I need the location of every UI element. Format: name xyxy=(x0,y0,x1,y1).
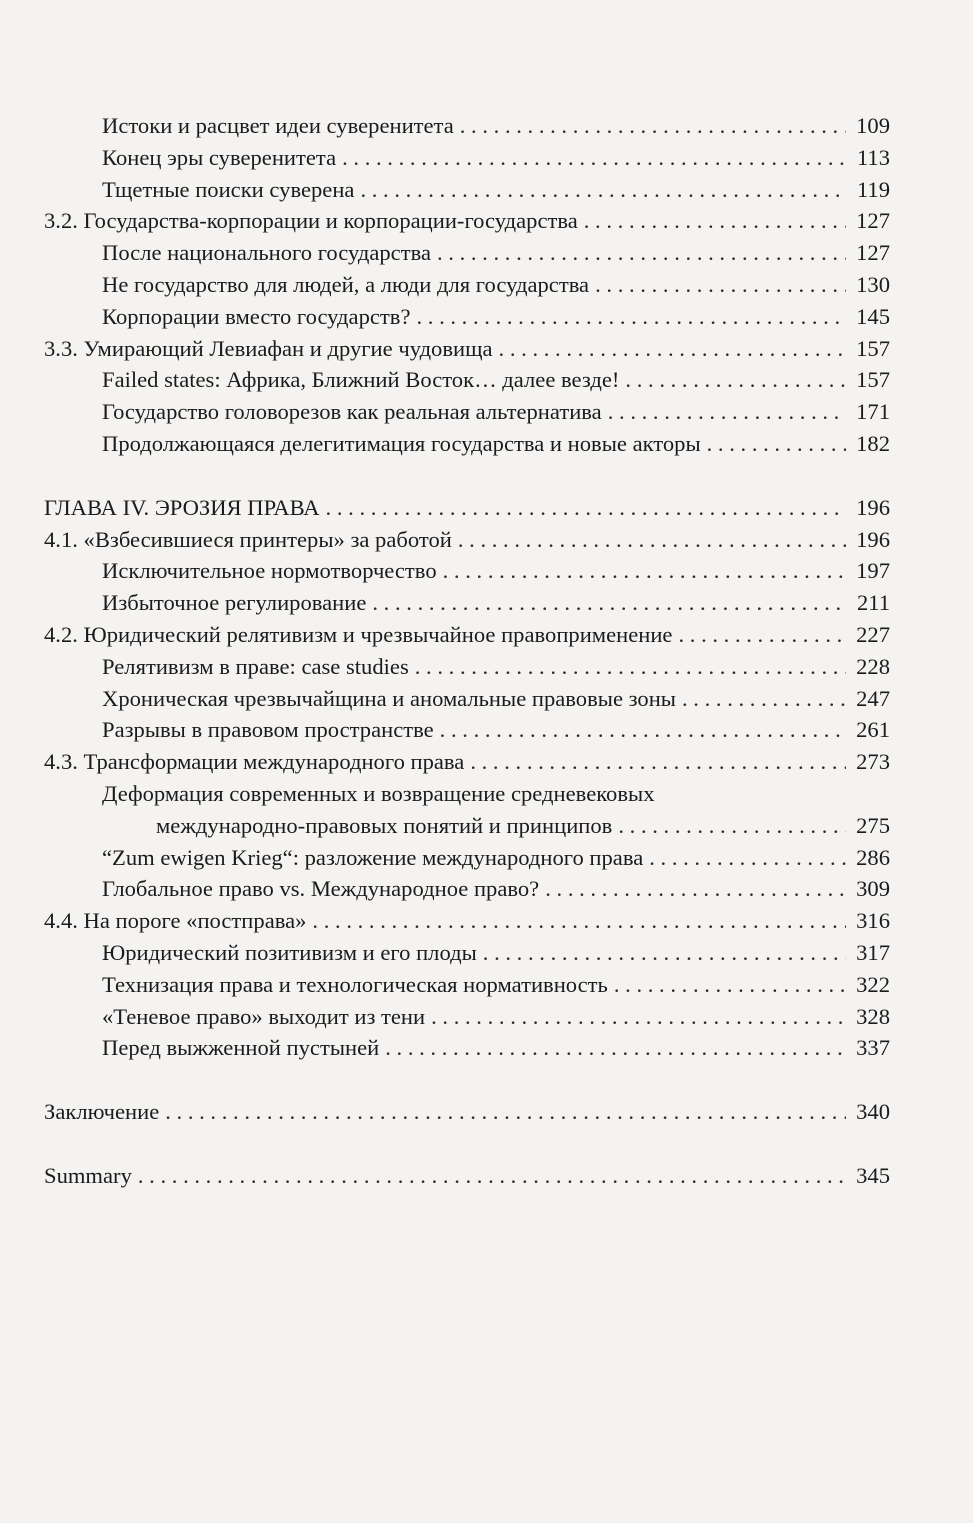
toc-entry-page: 345 xyxy=(856,1162,890,1188)
toc-entry-page: 316 xyxy=(856,908,890,934)
toc-entry-title: Государство головорезов как реальная альтернатива xyxy=(102,399,602,425)
toc-section xyxy=(44,746,890,778)
toc-entry-page: 130 xyxy=(856,271,890,297)
toc-entry-title: “Zum ewigen Krieg“: разложение международного права xyxy=(102,844,644,870)
leader-dots xyxy=(608,396,846,428)
toc-entry-page: 127 xyxy=(856,208,890,234)
toc-entry-title: Продолжающаяся делегитимация государства и новые акторы xyxy=(102,430,701,456)
toc-entry xyxy=(44,396,890,428)
leader-dots xyxy=(431,1001,846,1033)
toc-section xyxy=(44,205,890,237)
toc-entry-page: 197 xyxy=(856,558,890,584)
leader-dots xyxy=(138,1160,846,1192)
toc-entry-page: 340 xyxy=(856,1099,890,1125)
leader-dots xyxy=(440,714,846,746)
toc-entry-title: Избыточное регулирование xyxy=(102,590,367,616)
toc-entry-title: «Теневое право» выходит из тени xyxy=(102,1003,426,1029)
toc-entry-title: Тщетные поиски суверена xyxy=(102,176,355,202)
toc-entry-page: 127 xyxy=(856,240,890,266)
toc-section xyxy=(44,905,890,937)
leader-dots xyxy=(458,524,846,556)
leader-dots xyxy=(443,555,846,587)
toc-entry-page: 211 xyxy=(856,590,890,616)
toc-entry-title: международно-правовых понятий и принципов xyxy=(156,812,613,838)
leader-dots xyxy=(360,174,846,206)
leader-dots xyxy=(625,364,846,396)
leader-dots xyxy=(584,205,846,237)
toc-chapter xyxy=(44,1160,890,1192)
toc-entry-page: 157 xyxy=(856,367,890,393)
toc-entry-title: Исключительное нормотворчество xyxy=(102,558,437,584)
leader-dots xyxy=(649,842,846,874)
toc-entry-title: 4.4. На пороге «постправа» xyxy=(44,908,307,934)
toc-entry xyxy=(44,810,890,842)
leader-dots xyxy=(618,810,846,842)
toc-entry xyxy=(44,969,890,1001)
toc-entry-page: 273 xyxy=(856,749,890,775)
toc-entry xyxy=(44,1001,890,1033)
toc-entry-page: 113 xyxy=(856,144,890,170)
leader-dots xyxy=(165,1096,846,1128)
toc-entry xyxy=(44,1032,890,1064)
toc-entry-page: 196 xyxy=(856,494,890,520)
toc-entry-page: 317 xyxy=(856,939,890,965)
toc-entry-page: 328 xyxy=(856,1003,890,1029)
toc-entry-title: Хроническая чрезвычайщина и аномальные правовые зоны xyxy=(102,685,676,711)
toc-entry-title: После национального государства xyxy=(102,240,431,266)
toc-entry-title: Технизация права и технологическая нормативность xyxy=(102,971,608,997)
toc-entry-title: Summary xyxy=(44,1162,132,1188)
toc-entry xyxy=(44,110,890,142)
leader-dots xyxy=(342,142,846,174)
toc-entry-page: 322 xyxy=(856,971,890,997)
leader-dots xyxy=(678,619,846,651)
toc-entry-page: 196 xyxy=(856,526,890,552)
leader-dots xyxy=(499,333,846,365)
toc-entry-page: 182 xyxy=(856,430,890,456)
leader-dots xyxy=(415,651,846,683)
toc-entry-title: Юридический позитивизм и его плоды xyxy=(102,939,477,965)
toc-entry-title: 3.2. Государства-корпорации и корпорации-государства xyxy=(44,208,578,234)
toc-section xyxy=(44,619,890,651)
leader-dots xyxy=(437,237,846,269)
leader-dots xyxy=(312,905,846,937)
toc-entry-title: 4.3. Трансформации международного права xyxy=(44,749,465,775)
toc-entry-page: 275 xyxy=(856,812,890,838)
toc-entry xyxy=(44,555,890,587)
toc-entry-title: Глобальное право vs. Международное право? xyxy=(102,876,540,902)
toc-entry-title: Корпорации вместо государств? xyxy=(102,303,411,329)
toc-entry-title-line1: Деформация современных и возвращение средневековых xyxy=(102,780,655,806)
toc-entry-title: 4.1. «Взбесившиеся принтеры» за работой xyxy=(44,526,452,552)
toc-section xyxy=(44,333,890,365)
toc-entry-page: 228 xyxy=(856,653,890,679)
toc-entry-page: 227 xyxy=(856,621,890,647)
toc-entry-title: Заключение xyxy=(44,1099,160,1125)
toc-entry xyxy=(44,364,890,396)
toc-entry xyxy=(44,651,890,683)
leader-dots xyxy=(385,1032,846,1064)
toc-entry xyxy=(44,842,890,874)
toc-entry xyxy=(44,683,890,715)
toc-entry-page: 171 xyxy=(856,399,890,425)
leader-dots xyxy=(416,301,846,333)
toc-entry-page: 309 xyxy=(856,876,890,902)
toc-chapter xyxy=(44,1096,890,1128)
leader-dots xyxy=(614,969,846,1001)
toc-entry xyxy=(44,142,890,174)
toc-entry-title: Разрывы в правовом пространстве xyxy=(102,717,434,743)
toc-entry-page: 119 xyxy=(856,176,890,202)
toc-entry xyxy=(44,937,890,969)
toc-entry-title: Релятивизм в праве: case studies xyxy=(102,653,409,679)
toc-entry-title: ГЛАВА IV. ЭРОЗИЯ ПРАВА xyxy=(44,494,320,520)
toc-entry xyxy=(44,587,890,619)
toc-entry-title: 4.2. Юридический релятивизм и чрезвычайное правоприменение xyxy=(44,621,673,647)
leader-dots xyxy=(460,110,846,142)
toc-entry xyxy=(44,301,890,333)
toc-entry-title: Не государство для людей, а люди для государства xyxy=(102,271,590,297)
leader-dots xyxy=(326,492,846,524)
leader-dots xyxy=(483,937,846,969)
toc-entry-title: Конец эры суверенитета xyxy=(102,144,337,170)
leader-dots xyxy=(707,428,846,460)
toc-entry xyxy=(44,873,890,905)
leader-dots xyxy=(470,746,846,778)
toc-entry xyxy=(44,428,890,460)
toc-entry-title: Истоки и расцвет идеи суверенитета xyxy=(102,113,454,138)
toc-entry-title: 3.3. Умирающий Левиафан и другие чудовища xyxy=(44,335,493,361)
toc-entry-page: 337 xyxy=(856,1035,890,1061)
toc-section xyxy=(44,524,890,556)
toc-entry-title: Failed states: Африка, Ближний Восток… далее везде! xyxy=(102,367,620,393)
toc-entry xyxy=(44,174,890,206)
toc-entry-page: 247 xyxy=(856,685,890,711)
toc-entry-page: 261 xyxy=(856,717,890,743)
leader-dots xyxy=(595,269,846,301)
leader-dots xyxy=(372,587,846,619)
toc-entry xyxy=(44,714,890,746)
toc-entry-title: Перед выжженной пустыней xyxy=(102,1035,380,1061)
toc-entry-page: 109 xyxy=(856,113,890,138)
toc-entry-page: 145 xyxy=(856,303,890,329)
toc-entry xyxy=(44,269,890,301)
toc-entry-page: 157 xyxy=(856,335,890,361)
toc-entry-page: 286 xyxy=(856,844,890,870)
leader-dots xyxy=(545,873,846,905)
leader-dots xyxy=(682,683,846,715)
toc-entry xyxy=(44,237,890,269)
table-of-contents xyxy=(44,110,890,1192)
toc-chapter xyxy=(44,492,890,524)
